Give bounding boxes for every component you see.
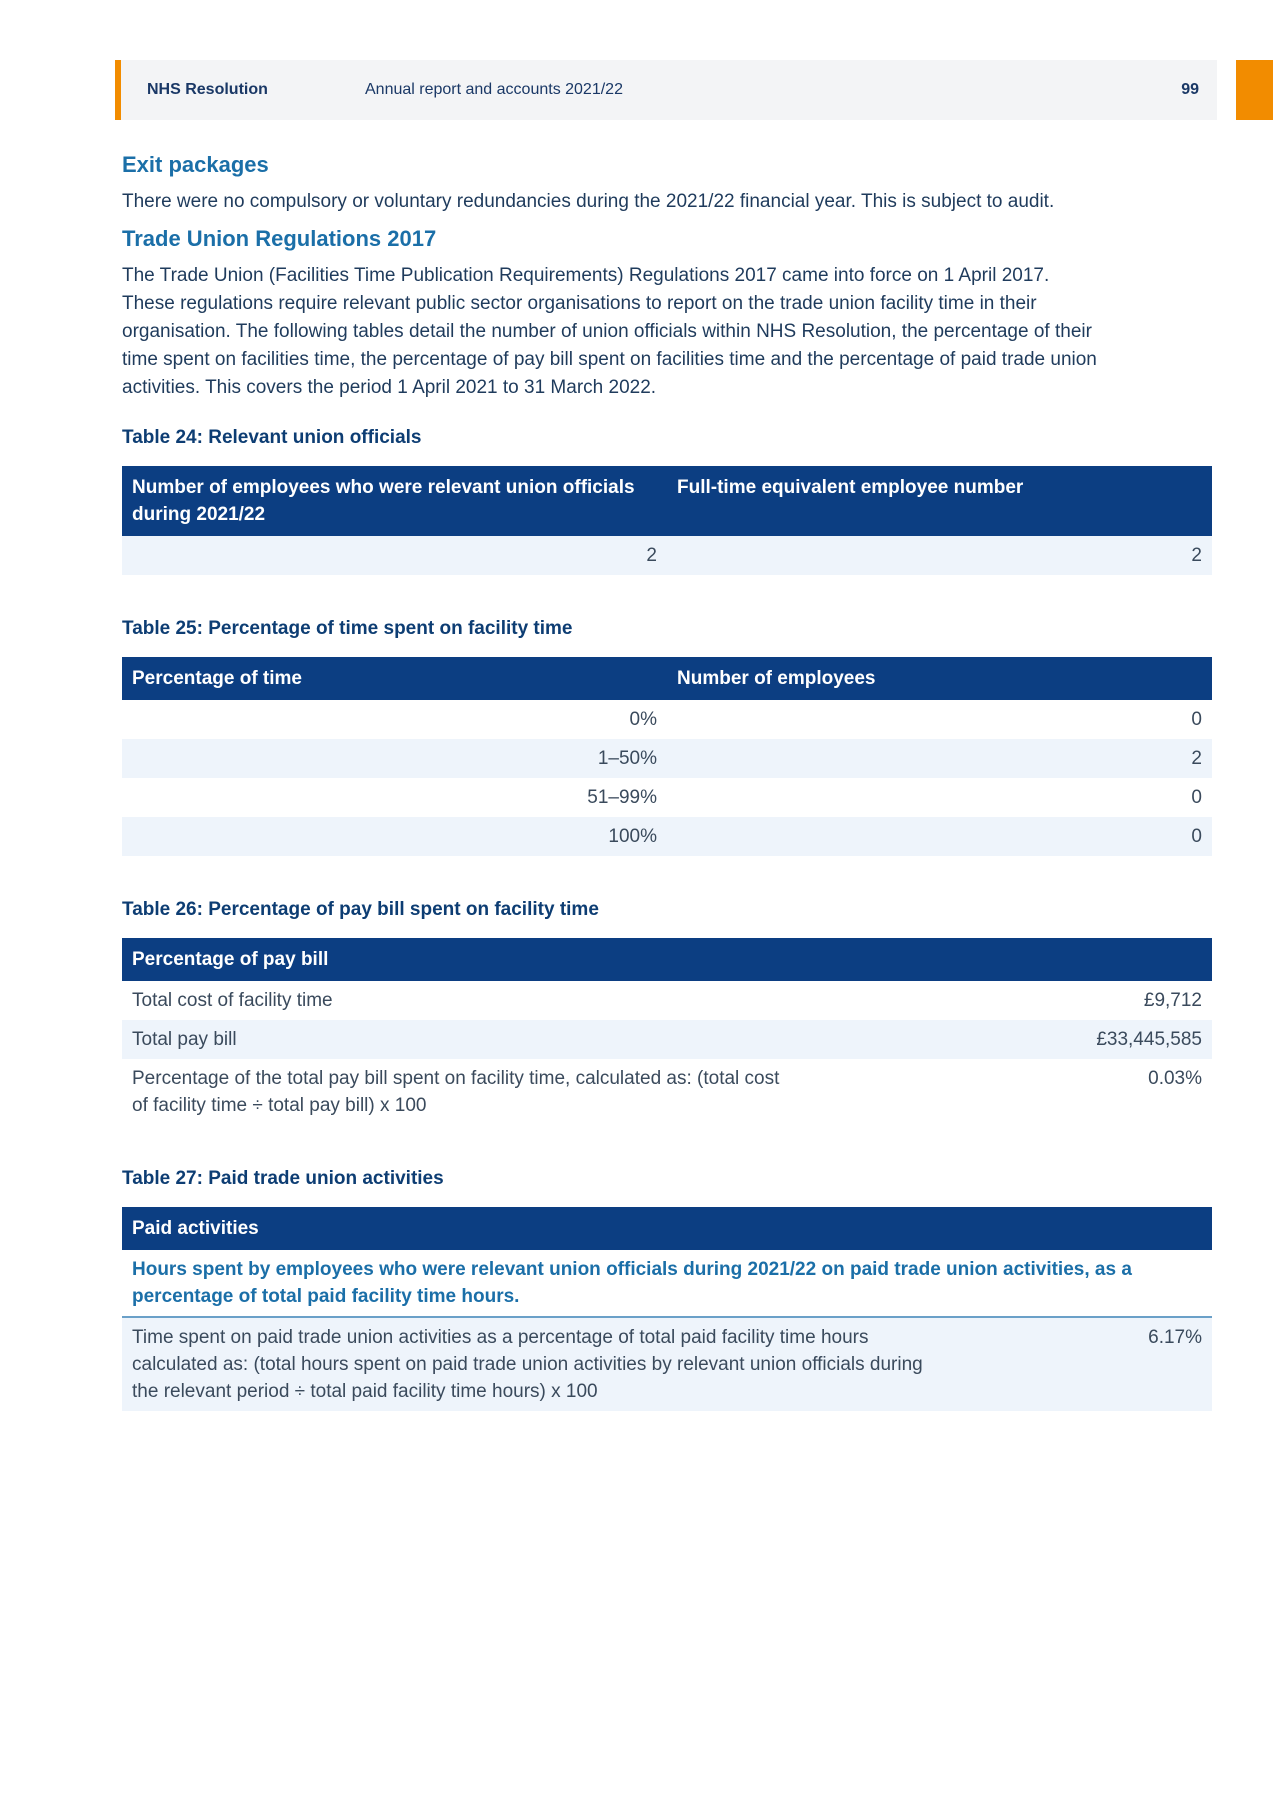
t27-h: Paid activities [122,1207,1212,1250]
table-row [122,981,1212,1020]
t24-v2: 2 [667,536,1212,575]
table-row [122,1020,1212,1059]
t26-label: Total pay bill [122,1020,802,1059]
t25-h1: Percentage of time [122,657,667,700]
t25-n: 2 [667,739,1212,778]
t27-value: 6.17% [942,1317,1212,1411]
t25-p: 0% [629,709,657,730]
exit-text: There were no compulsory or voluntary redundancies during the 2021/22 financial year. This is subject to audit. [122,191,1055,212]
tu-text: The Trade Union (Facilities Time Publication Requirements) Regulations 2017 came into force on 1 April 2017. These regulations require relevant public sector organisations to report on the trade union facility time in their organisation. The following tables detail the number of union officials within NHS Resolution, the percentage of their time spent on facilities time, the percentage of pay bill spent on facilities time and the percentage of paid trade union activities. This covers the period 1 April 2021 to 31 March 2022. [122,265,1097,398]
t25-n: 0 [667,817,1212,856]
table-row [122,739,1212,778]
t24-h1: Number of employees who were relevant union officials during 2021/22 [122,466,667,536]
t24-v1: 2 [122,536,667,575]
page-content [122,152,1212,1411]
t27-label: Time spent on paid trade union activities as a percentage of total paid facility time hours calculated as: (total hours spent on paid trade union activities by relevant union officials during the relevant period ÷ total paid facility time hours) x 100 [122,1317,942,1411]
t24-h2: Full-time equivalent employee number [667,466,1212,536]
t26-h: Percentage of pay bill [122,938,1212,981]
table25 [122,657,1212,856]
t26-value: 0.03% [1148,1068,1202,1089]
t26-value: £33,445,585 [802,1020,1212,1059]
t25-n: 0 [1191,709,1202,730]
t26-value: £9,712 [1143,990,1202,1011]
page-number: 99 [1181,81,1199,98]
report-title: Annual report and accounts 2021/22 [365,81,623,98]
t27-sub: Hours spent by employees who were relevant union officials during 2021/22 on paid trade union activities, as a percentage of total paid facility time hours. [122,1250,1212,1317]
table26-caption: Table 26: Percentage of pay bill spent on facility time [122,899,599,920]
org-name: NHS Resolution [147,81,268,98]
table-row [122,700,1212,739]
table-row [122,778,1212,817]
table24-caption: Table 24: Relevant union officials [122,427,422,448]
table27 [122,1207,1212,1411]
t25-n: 0 [1191,787,1202,808]
t25-p: 51–99% [587,787,657,808]
table-row [122,1317,1212,1411]
page-header [115,60,1217,120]
table-row [122,1059,1212,1125]
t25-h2: Number of employees [667,657,1212,700]
table27-caption: Table 27: Paid trade union activities [122,1168,444,1189]
table25-caption: Table 25: Percentage of time spent on facility time [122,618,573,639]
table-row [122,817,1212,856]
tu-heading: Trade Union Regulations 2017 [122,226,437,251]
t25-p: 100% [122,817,667,856]
exit-heading: Exit packages [122,152,269,177]
orange-tab [1236,60,1273,120]
t25-p: 1–50% [122,739,667,778]
table24 [122,466,1212,575]
table26 [122,938,1212,1125]
t26-label: Total cost of facility time [132,990,333,1011]
t26-label: Percentage of the total pay bill spent on facility time, calculated as: (total cost of facility time ÷ total pay bill) x 100 [132,1068,780,1116]
